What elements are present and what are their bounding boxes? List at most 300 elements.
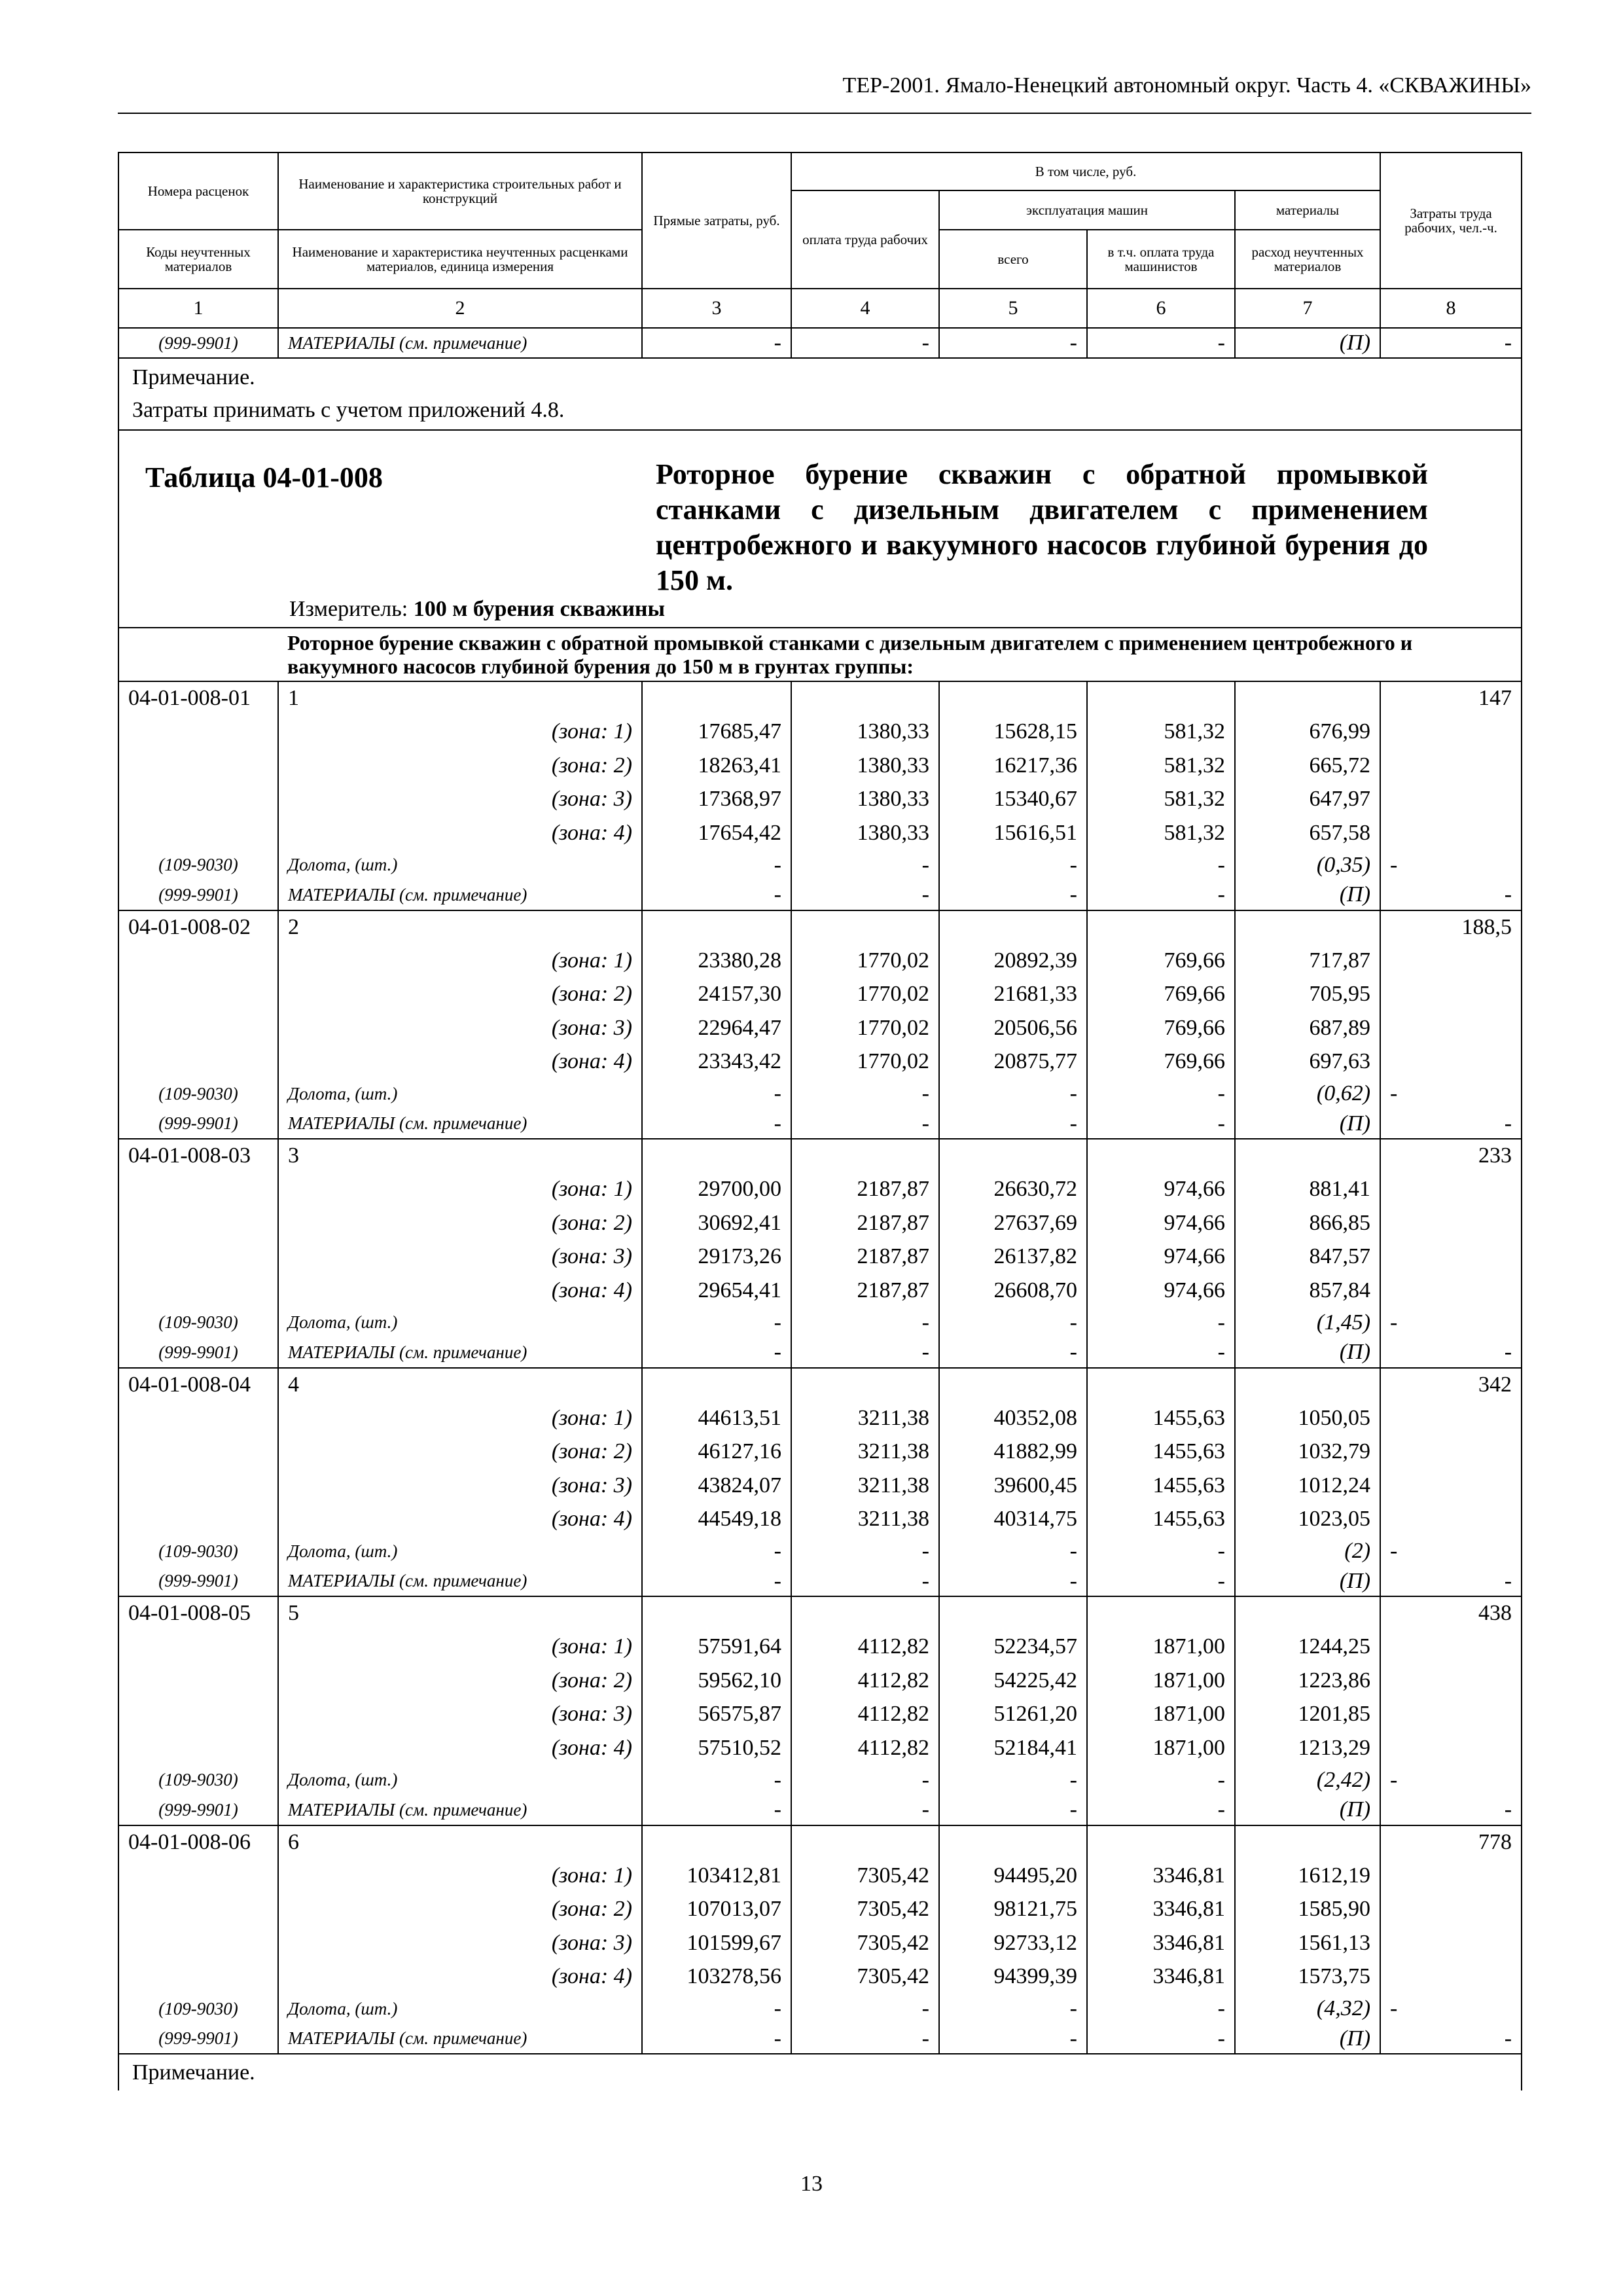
cell [939, 1825, 1087, 1859]
cell [1235, 1139, 1380, 1173]
zone-label: (зона: 3) [278, 1469, 642, 1503]
workers-pay: 7305,42 [791, 1859, 939, 1893]
workers-pay: 4112,82 [791, 1731, 939, 1765]
direct-costs: 57591,64 [642, 1630, 791, 1664]
materials-cost: 1032,79 [1235, 1435, 1380, 1469]
materials-cost: 1561,13 [1235, 1926, 1380, 1960]
cell [1380, 1435, 1522, 1469]
workers-pay: 1770,02 [791, 1011, 939, 1045]
cell: - [642, 880, 791, 910]
cell [1380, 1206, 1522, 1240]
machinists-pay: 3346,81 [1087, 1960, 1235, 1994]
machinists-pay: 974,66 [1087, 1274, 1235, 1308]
note-title: Примечание. [132, 365, 255, 389]
head-machinists-pay: в т.ч. оплата труда машинистов [1087, 230, 1235, 289]
zone-label: (зона: 2) [278, 1435, 642, 1469]
rate-row [118, 910, 1522, 944]
cell: - [791, 328, 939, 358]
workers-pay: 1770,02 [791, 978, 939, 1012]
zone-row [118, 944, 1522, 978]
cell [1380, 978, 1522, 1012]
direct-costs: 56575,87 [642, 1698, 791, 1732]
machinists-pay: 1871,00 [1087, 1664, 1235, 1698]
material-row [118, 2024, 1522, 2054]
materials-cost: 687,89 [1235, 1011, 1380, 1045]
labor-costs: 188,5 [1380, 910, 1522, 944]
cell: - [791, 1308, 939, 1338]
cell [642, 1596, 791, 1630]
cell: - [791, 1994, 939, 2024]
direct-costs: 17654,42 [642, 816, 791, 850]
cell: - [1087, 1994, 1235, 2024]
machinists-pay: 974,66 [1087, 1206, 1235, 1240]
machinists-pay: 3346,81 [1087, 1859, 1235, 1893]
cell [118, 1698, 278, 1732]
cell: - [791, 1109, 939, 1139]
material-consumption: (П) [1235, 2024, 1380, 2054]
material-code: (999-9901) [118, 1566, 278, 1596]
material-row [118, 328, 1522, 358]
head-machines-total: всего [939, 230, 1087, 289]
zone-label: (зона: 3) [278, 1926, 642, 1960]
materials-cost: 866,85 [1235, 1206, 1380, 1240]
material-name: Долота, (шт.) [278, 1308, 642, 1338]
head-labor-costs: Затраты труда рабочих, чел.-ч. [1380, 152, 1522, 289]
materials-cost: 847,57 [1235, 1240, 1380, 1274]
machinists-pay: 1871,00 [1087, 1731, 1235, 1765]
cell [118, 1435, 278, 1469]
cell [791, 1368, 939, 1402]
cell: - [1380, 1994, 1522, 2024]
rate-code: 04-01-008-02 [118, 910, 278, 944]
head-material-names: Наименование и характеристика неучтенных расценками материалов, единица измерения [278, 230, 642, 289]
machines-total: 54225,42 [939, 1664, 1087, 1698]
material-consumption: (П) [1235, 1795, 1380, 1825]
machinists-pay: 581,32 [1087, 749, 1235, 783]
zone-label: (зона: 1) [278, 1859, 642, 1893]
machines-total: 94495,20 [939, 1859, 1087, 1893]
cell: - [642, 1079, 791, 1109]
cell: - [1087, 1536, 1235, 1566]
cell [118, 1859, 278, 1893]
cell: - [939, 880, 1087, 910]
zone-row [118, 1469, 1522, 1503]
cell: - [1087, 880, 1235, 910]
zone-row [118, 1630, 1522, 1664]
material-consumption: (0,35) [1235, 850, 1380, 880]
zone-label: (зона: 3) [278, 783, 642, 817]
cell [1380, 1859, 1522, 1893]
col-num: 1 [118, 289, 278, 328]
zone-row [118, 1401, 1522, 1435]
materials-cost: 857,84 [1235, 1274, 1380, 1308]
rate-code: 04-01-008-01 [118, 681, 278, 715]
machines-total: 39600,45 [939, 1469, 1087, 1503]
cell [1380, 1926, 1522, 1960]
cell [939, 910, 1087, 944]
soil-group: 2 [278, 910, 642, 944]
direct-costs: 43824,07 [642, 1469, 791, 1503]
cell: - [642, 1795, 791, 1825]
zone-row [118, 1435, 1522, 1469]
material-code: (999-9901) [118, 2024, 278, 2054]
measure-label: Измеритель: [289, 597, 408, 621]
col-num: 4 [791, 289, 939, 328]
workers-pay: 2187,87 [791, 1240, 939, 1274]
cell: - [642, 328, 791, 358]
cell [118, 1240, 278, 1274]
direct-costs: 46127,16 [642, 1435, 791, 1469]
workers-pay: 1380,33 [791, 715, 939, 749]
materials-cost: 1012,24 [1235, 1469, 1380, 1503]
zone-label: (зона: 1) [278, 1401, 642, 1435]
zone-label: (зона: 2) [278, 749, 642, 783]
material-consumption: (4,32) [1235, 1994, 1380, 2024]
materials-cost: 657,58 [1235, 816, 1380, 850]
cell [118, 1011, 278, 1045]
cell: - [642, 1566, 791, 1596]
zone-label: (зона: 2) [278, 978, 642, 1012]
cell [1235, 1825, 1380, 1859]
cell [642, 910, 791, 944]
cell: - [1087, 1566, 1235, 1596]
cell: - [642, 850, 791, 880]
material-consumption: (1,45) [1235, 1308, 1380, 1338]
cell [642, 1368, 791, 1402]
zone-row [118, 1926, 1522, 1960]
direct-costs: 44549,18 [642, 1503, 791, 1537]
cell: (П) [1235, 328, 1380, 358]
material-row [118, 1308, 1522, 1338]
materials-cost: 881,41 [1235, 1173, 1380, 1207]
machinists-pay: 769,66 [1087, 1045, 1235, 1079]
cell: - [1087, 2024, 1235, 2054]
zone-label: (зона: 1) [278, 715, 642, 749]
materials-cost: 1050,05 [1235, 1401, 1380, 1435]
workers-pay: 3211,38 [791, 1503, 939, 1537]
direct-costs: 30692,41 [642, 1206, 791, 1240]
cell [1380, 1731, 1522, 1765]
workers-pay: 2187,87 [791, 1173, 939, 1207]
cell [1380, 783, 1522, 817]
cell [939, 1368, 1087, 1402]
material-name: МАТЕРИАЛЫ (см. примечание) [278, 1795, 642, 1825]
cell: - [642, 1338, 791, 1368]
cell: - [642, 2024, 791, 2054]
zone-label: (зона: 3) [278, 1240, 642, 1274]
materials-cost: 1244,25 [1235, 1630, 1380, 1664]
cell: - [791, 1079, 939, 1109]
col-num: 8 [1380, 289, 1522, 328]
cell: - [642, 1765, 791, 1795]
materials-cost: 1573,75 [1235, 1960, 1380, 1994]
cell: - [939, 2024, 1087, 2054]
cell [1087, 681, 1235, 715]
machines-total: 40314,75 [939, 1503, 1087, 1537]
cell [1380, 1011, 1522, 1045]
machines-total: 52234,57 [939, 1630, 1087, 1664]
cell [642, 681, 791, 715]
measure-value: 100 м бурения скважины [413, 597, 666, 621]
workers-pay: 4112,82 [791, 1630, 939, 1664]
machines-total: 27637,69 [939, 1206, 1087, 1240]
zone-label: (зона: 4) [278, 1503, 642, 1537]
machines-total: 26608,70 [939, 1274, 1087, 1308]
cell [118, 1045, 278, 1079]
cell [939, 1596, 1087, 1630]
cell: - [642, 1994, 791, 2024]
materials-cost: 1612,19 [1235, 1859, 1380, 1893]
material-name: Долота, (шт.) [278, 1079, 642, 1109]
workers-pay: 4112,82 [791, 1698, 939, 1732]
zone-label: (зона: 1) [278, 944, 642, 978]
cell [118, 1469, 278, 1503]
cell: - [1087, 328, 1235, 358]
machines-total: 21681,33 [939, 978, 1087, 1012]
zone-label: (зона: 4) [278, 816, 642, 850]
machinists-pay: 1455,63 [1087, 1503, 1235, 1537]
head-workers-pay: оплата труда рабочих [791, 190, 939, 289]
zone-row [118, 816, 1522, 850]
machines-total: 94399,39 [939, 1960, 1087, 1994]
zone-row [118, 1011, 1522, 1045]
material-code: (999-9901) [118, 880, 278, 910]
cell [1235, 910, 1380, 944]
head-direct-costs: Прямые затраты, руб. [642, 152, 791, 289]
cell: - [642, 1308, 791, 1338]
rate-code: 04-01-008-06 [118, 1825, 278, 1859]
material-consumption: (П) [1235, 1566, 1380, 1596]
zone-row [118, 1503, 1522, 1537]
cell: - [791, 1536, 939, 1566]
material-code: (109-9030) [118, 1994, 278, 2024]
cell [118, 816, 278, 850]
cell: - [939, 1795, 1087, 1825]
machinists-pay: 769,66 [1087, 978, 1235, 1012]
table-title: Роторное бурение скважин с обратной промывкой станками с дизельным двигателем с применением центробежного и вакуумного насосов глубиной бурения до 150 м. [656, 458, 1428, 596]
cell [118, 783, 278, 817]
zone-label: (зона: 1) [278, 1630, 642, 1664]
zone-label: (зона: 4) [278, 1274, 642, 1308]
material-row [118, 1338, 1522, 1368]
zone-label: (зона: 1) [278, 1173, 642, 1207]
cell [1380, 1045, 1522, 1079]
labor-costs: 147 [1380, 681, 1522, 715]
head-including: В том числе, руб. [791, 152, 1380, 190]
material-row [118, 1079, 1522, 1109]
zone-row [118, 1173, 1522, 1207]
soil-group: 6 [278, 1825, 642, 1859]
cell: - [1087, 1109, 1235, 1139]
materials-cost: 647,97 [1235, 783, 1380, 817]
machines-total: 20875,77 [939, 1045, 1087, 1079]
cell: - [1380, 1308, 1522, 1338]
material-name: Долота, (шт.) [278, 1536, 642, 1566]
zone-label: (зона: 2) [278, 1893, 642, 1927]
head-rate-numbers: Номера расценок [118, 152, 278, 230]
cell [1087, 1596, 1235, 1630]
materials-cost: 1585,90 [1235, 1893, 1380, 1927]
cell [1380, 1469, 1522, 1503]
cell: - [1087, 1079, 1235, 1109]
machinists-pay: 581,32 [1087, 816, 1235, 850]
cell: - [939, 1079, 1087, 1109]
cell [1235, 1368, 1380, 1402]
cell: - [791, 850, 939, 880]
cell: - [939, 328, 1087, 358]
machines-total: 92733,12 [939, 1926, 1087, 1960]
machinists-pay: 974,66 [1087, 1173, 1235, 1207]
machinists-pay: 581,32 [1087, 715, 1235, 749]
cell: - [1380, 1795, 1522, 1825]
cell [118, 1664, 278, 1698]
machinists-pay: 3346,81 [1087, 1926, 1235, 1960]
direct-costs: 17685,47 [642, 715, 791, 749]
head-materials: материалы [1235, 190, 1380, 230]
material-row [118, 1765, 1522, 1795]
table-subtitle: Роторное бурение скважин с обратной промывкой станками с дизельным двигателем с применением центробежного и вакуумного насосов глубиной бурения до 150 м в грунтах группы: [278, 628, 1522, 681]
machines-total: 41882,99 [939, 1435, 1087, 1469]
cell [791, 681, 939, 715]
cell [118, 944, 278, 978]
rates-table [118, 152, 1522, 2090]
workers-pay: 3211,38 [791, 1435, 939, 1469]
page-number: 13 [800, 2172, 823, 2196]
zone-row [118, 783, 1522, 817]
rate-row [118, 1368, 1522, 1402]
workers-pay: 1770,02 [791, 1045, 939, 1079]
cell [118, 1206, 278, 1240]
cell [1380, 1274, 1522, 1308]
zone-row [118, 1859, 1522, 1893]
zone-row [118, 1893, 1522, 1927]
head-work-name: Наименование и характеристика строительных работ и конструкций [278, 152, 642, 230]
machines-total: 20892,39 [939, 944, 1087, 978]
material-row [118, 880, 1522, 910]
cell [1380, 749, 1522, 783]
zone-row [118, 1698, 1522, 1732]
direct-costs: 101599,67 [642, 1926, 791, 1960]
col-num: 3 [642, 289, 791, 328]
cell [118, 749, 278, 783]
zone-row [118, 749, 1522, 783]
rate-code: 04-01-008-05 [118, 1596, 278, 1630]
note-block [118, 358, 1522, 430]
machines-total: 26137,82 [939, 1240, 1087, 1274]
table-title-block [118, 430, 1522, 628]
cell: - [1380, 880, 1522, 910]
material-code: (109-9030) [118, 850, 278, 880]
cell [118, 978, 278, 1012]
material-code: (109-9030) [118, 1765, 278, 1795]
material-consumption: (2) [1235, 1536, 1380, 1566]
materials-cost: 705,95 [1235, 978, 1380, 1012]
cell [118, 1401, 278, 1435]
material-row [118, 850, 1522, 880]
material-name: МАТЕРИАЛЫ (см. примечание) [278, 1566, 642, 1596]
cell [939, 681, 1087, 715]
labor-costs: 778 [1380, 1825, 1522, 1859]
zone-row [118, 1274, 1522, 1308]
cell: - [939, 1109, 1087, 1139]
machines-total: 98121,75 [939, 1893, 1087, 1927]
cell: - [1087, 1795, 1235, 1825]
material-consumption: (0,62) [1235, 1079, 1380, 1109]
cell: - [939, 1338, 1087, 1368]
cell: - [642, 1536, 791, 1566]
cell [1380, 1173, 1522, 1207]
workers-pay: 1380,33 [791, 816, 939, 850]
direct-costs: 103278,56 [642, 1960, 791, 1994]
machines-total: 26630,72 [939, 1173, 1087, 1207]
material-code: (999-9901) [118, 1338, 278, 1368]
direct-costs: 23343,42 [642, 1045, 791, 1079]
col-num: 6 [1087, 289, 1235, 328]
material-name: МАТЕРИАЛЫ (см. примечание) [278, 1109, 642, 1139]
zone-label: (зона: 3) [278, 1698, 642, 1732]
workers-pay: 7305,42 [791, 1960, 939, 1994]
cell: - [1380, 1536, 1522, 1566]
machinists-pay: 769,66 [1087, 944, 1235, 978]
workers-pay: 4112,82 [791, 1664, 939, 1698]
direct-costs: 22964,47 [642, 1011, 791, 1045]
cell [791, 1825, 939, 1859]
cell [939, 1139, 1087, 1173]
labor-costs: 342 [1380, 1368, 1522, 1402]
cell [1380, 1698, 1522, 1732]
cell [1380, 1664, 1522, 1698]
cell [118, 1960, 278, 1994]
workers-pay: 1770,02 [791, 944, 939, 978]
direct-costs: 57510,52 [642, 1731, 791, 1765]
material-row [118, 1536, 1522, 1566]
cell [1087, 1139, 1235, 1173]
cell [1380, 1401, 1522, 1435]
machinists-pay: 1871,00 [1087, 1630, 1235, 1664]
rate-code: 04-01-008-03 [118, 1139, 278, 1173]
material-row [118, 1795, 1522, 1825]
zone-row [118, 1664, 1522, 1698]
materials-cost: 1223,86 [1235, 1664, 1380, 1698]
cell [1235, 1596, 1380, 1630]
material-consumption: (П) [1235, 1338, 1380, 1368]
cell: - [791, 1566, 939, 1596]
rate-row [118, 1139, 1522, 1173]
page-header: ТЕР-2001. Ямало-Ненецкий автономный округ. Часть 4. «СКВАЖИНЫ» [118, 73, 1531, 114]
material-code: (109-9030) [118, 1308, 278, 1338]
zone-label: (зона: 4) [278, 1731, 642, 1765]
cell [642, 1139, 791, 1173]
workers-pay: 3211,38 [791, 1401, 939, 1435]
note-title: Примечание. [118, 2054, 1522, 2090]
cell: - [1380, 1079, 1522, 1109]
labor-costs: 233 [1380, 1139, 1522, 1173]
material-code: (109-9030) [118, 1079, 278, 1109]
subtitle-spacer [118, 628, 278, 681]
machines-total: 16217,36 [939, 749, 1087, 783]
material-name: МАТЕРИАЛЫ (см. примечание) [278, 1338, 642, 1368]
cell: - [791, 1795, 939, 1825]
machinists-pay: 3346,81 [1087, 1893, 1235, 1927]
labor-costs: 438 [1380, 1596, 1522, 1630]
material-code: (109-9030) [118, 1536, 278, 1566]
direct-costs: 23380,28 [642, 944, 791, 978]
cell: - [791, 1765, 939, 1795]
cell [1380, 1240, 1522, 1274]
machinists-pay: 581,32 [1087, 783, 1235, 817]
direct-costs: 29173,26 [642, 1240, 791, 1274]
material-consumption: (2,42) [1235, 1765, 1380, 1795]
